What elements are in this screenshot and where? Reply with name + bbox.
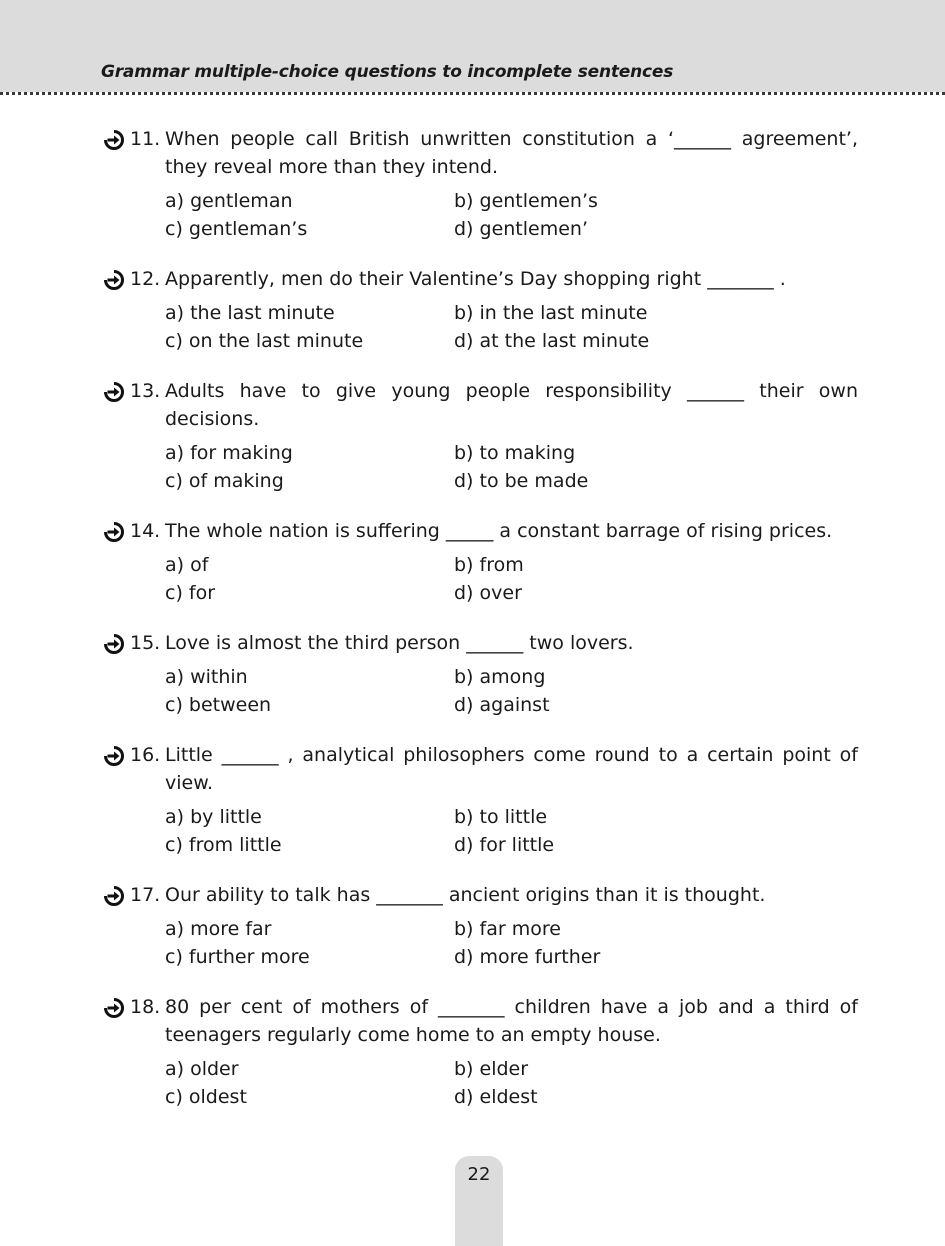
question-17: [103, 881, 858, 971]
question-stem: [103, 265, 858, 293]
option-c[interactable]: c) of making: [165, 470, 284, 492]
question-number: 14.: [130, 520, 161, 542]
option-a[interactable]: a) within: [165, 666, 248, 688]
option-d[interactable]: d) over: [454, 582, 522, 604]
question-stem: [103, 993, 858, 1049]
option-b[interactable]: b) in the last minute: [454, 302, 648, 324]
arrow-circle-right-icon: [103, 997, 125, 1019]
question-text: When people call British unwritten constitution a ‘______ agreement’, they reveal more than they intend.: [165, 128, 858, 178]
page-header: [0, 0, 945, 92]
option-b[interactable]: b) to little: [454, 806, 548, 828]
page-number-tab: [455, 1156, 503, 1246]
option-c[interactable]: c) for: [165, 582, 216, 604]
question-15: [103, 629, 858, 719]
option-d[interactable]: d) gentlemen’: [454, 218, 589, 240]
answer-options: [103, 1055, 858, 1111]
question-text: Our ability to talk has _______ ancient origins than it is thought.: [165, 884, 766, 906]
option-d[interactable]: d) eldest: [454, 1086, 538, 1108]
question-13: [103, 377, 858, 495]
arrow-circle-right-icon: [103, 521, 125, 543]
option-b[interactable]: b) from: [454, 554, 524, 576]
question-11: [103, 125, 858, 243]
option-c[interactable]: c) on the last minute: [165, 330, 364, 352]
question-number: 17.: [130, 884, 161, 906]
question-number: 15.: [130, 632, 161, 654]
option-d[interactable]: d) to be made: [454, 470, 589, 492]
option-b[interactable]: b) among: [454, 666, 546, 688]
question-stem: [103, 881, 858, 909]
question-stem: [103, 741, 858, 797]
question-text: The whole nation is suffering _____ a constant barrage of rising prices.: [165, 520, 833, 542]
question-16: [103, 741, 858, 859]
question-text: 80 per cent of mothers of _______ children have a job and a third of teenagers regularly come home to an empty house.: [165, 996, 858, 1046]
option-a[interactable]: a) of: [165, 554, 209, 576]
option-c[interactable]: c) oldest: [165, 1086, 247, 1108]
arrow-circle-right-icon: [103, 381, 125, 403]
option-b[interactable]: b) far more: [454, 918, 561, 940]
option-a[interactable]: a) more far: [165, 918, 272, 940]
option-d[interactable]: d) against: [454, 694, 550, 716]
answer-options: [103, 915, 858, 971]
question-number: 13.: [130, 380, 161, 402]
answer-options: [103, 187, 858, 243]
arrow-circle-right-icon: [103, 885, 125, 907]
page-title: Grammar multiple-choice questions to incomplete sentences: [101, 62, 674, 82]
question-text: Adults have to give young people responsibility ______ their own decisions.: [165, 380, 858, 430]
answer-options: [103, 663, 858, 719]
arrow-circle-right-icon: [103, 745, 125, 767]
answer-options: [103, 299, 858, 355]
option-a[interactable]: a) by little: [165, 806, 262, 828]
option-b[interactable]: b) gentlemen’s: [454, 190, 598, 212]
question-stem: [103, 125, 858, 181]
question-12: [103, 265, 858, 355]
question-text: Love is almost the third person ______ two lovers.: [165, 632, 634, 654]
question-14: [103, 517, 858, 607]
question-text: Little ______ , analytical philosophers come round to a certain point of view.: [165, 744, 858, 794]
answer-options: [103, 439, 858, 495]
question-stem: [103, 517, 858, 545]
question-number: 11.: [130, 128, 161, 150]
question-number: 12.: [130, 268, 161, 290]
question-list: [103, 125, 858, 1133]
option-d[interactable]: d) more further: [454, 946, 601, 968]
option-c[interactable]: c) gentleman’s: [165, 218, 308, 240]
question-number: 16.: [130, 744, 161, 766]
option-a[interactable]: a) older: [165, 1058, 239, 1080]
option-c[interactable]: c) from little: [165, 834, 282, 856]
option-c[interactable]: c) between: [165, 694, 272, 716]
option-b[interactable]: b) elder: [454, 1058, 529, 1080]
question-stem: [103, 377, 858, 433]
arrow-circle-right-icon: [103, 129, 125, 151]
option-d[interactable]: d) for little: [454, 834, 555, 856]
page-number: 22: [467, 1164, 491, 1185]
arrow-circle-right-icon: [103, 269, 125, 291]
option-c[interactable]: c) further more: [165, 946, 310, 968]
question-stem: [103, 629, 858, 657]
dotted-divider: [0, 92, 945, 95]
answer-options: [103, 551, 858, 607]
option-a[interactable]: a) for making: [165, 442, 293, 464]
option-a[interactable]: a) the last minute: [165, 302, 335, 324]
question-text: Apparently, men do their Valentine’s Day shopping right _______ .: [165, 268, 786, 290]
question-number: 18.: [130, 996, 161, 1018]
option-d[interactable]: d) at the last minute: [454, 330, 650, 352]
answer-options: [103, 803, 858, 859]
option-a[interactable]: a) gentleman: [165, 190, 293, 212]
option-b[interactable]: b) to making: [454, 442, 576, 464]
question-18: [103, 993, 858, 1111]
arrow-circle-right-icon: [103, 633, 125, 655]
